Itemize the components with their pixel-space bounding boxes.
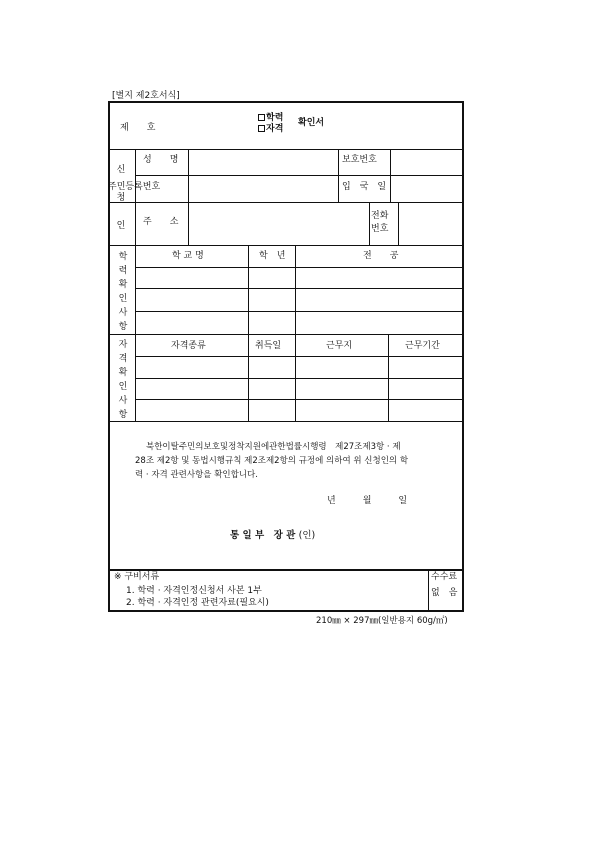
col-divider: [369, 202, 370, 245]
checkbox-education[interactable]: [258, 114, 265, 121]
col-divider: [248, 334, 249, 421]
col-divider: [390, 149, 391, 202]
grade-header: 학 년: [259, 251, 286, 261]
col-divider: [295, 334, 296, 421]
row-divider: [110, 149, 462, 150]
signer-title: 통 일 부 장 관 (인): [230, 530, 316, 541]
col-divider: [188, 202, 189, 245]
confirmation-text: 북한이탈주민의보호및정착지원에관한법률시행령 제27조제3항 · 제 28조 제2항 및 동법시행규칙 제2조제2항의 규정에 의하여 위 신청인의 학 력 · 자격 관련사항을 확인합니다.: [135, 442, 409, 480]
row-divider: [135, 288, 462, 289]
required-documents-title: ※ 구비서류: [114, 572, 160, 582]
row-divider: [110, 202, 462, 203]
qualification-type-header: 자격종류: [171, 341, 206, 351]
col-divider: [248, 245, 249, 334]
phone-label: 전화 번호: [371, 211, 389, 234]
row-divider: [110, 334, 462, 335]
name-label: 성 명: [143, 155, 179, 165]
row-divider: [135, 356, 462, 357]
row-divider: [110, 421, 462, 422]
required-document-item: 1. 학력 · 자격인정신청서 사본 1부: [126, 586, 262, 596]
protection-number-label: 보호번호: [342, 155, 377, 165]
form-number-label: [별지 제2호서식]: [112, 91, 180, 101]
school-name-header: 학 교 명: [172, 251, 204, 261]
work-period-header: 근무기간: [405, 341, 440, 351]
fee-value: 없 음: [431, 588, 458, 598]
education-section-label: 학 력 확 인 사 항: [118, 252, 128, 332]
workplace-header: 근무지: [326, 341, 353, 351]
col-divider: [188, 149, 189, 202]
row-divider: [135, 311, 462, 312]
address-label: 주 소: [143, 217, 179, 227]
paper-size-note: 210㎜ × 297㎜(일반용지 60g/㎡): [316, 616, 448, 626]
entry-date-label: 입 국 일: [342, 182, 387, 192]
qualification-section-label: 자 격 확 인 사 항: [118, 340, 128, 420]
col-divider: [338, 149, 339, 202]
col-divider: [388, 334, 389, 421]
col-divider: [428, 569, 429, 610]
row-divider: [135, 267, 462, 268]
number-label: 제 호: [120, 123, 156, 133]
checkbox-qualification[interactable]: [258, 125, 265, 132]
row-divider: [110, 245, 462, 246]
date-line: 년 월 일: [327, 496, 408, 506]
option-qualification: 자격: [266, 124, 284, 134]
resident-number-label: 주민등록번호: [108, 182, 161, 192]
seal-mark: (인): [298, 530, 316, 541]
fee-label: 수수료: [431, 572, 458, 582]
col-divider: [295, 245, 296, 334]
row-divider: [135, 378, 462, 379]
col-divider: [398, 202, 399, 245]
required-document-item: 2. 학력 · 자격인정 관련자료(필요시): [126, 598, 269, 608]
row-divider: [135, 175, 462, 176]
major-header: 전 공: [363, 251, 399, 261]
acquisition-date-header: 취득일: [255, 341, 282, 351]
form-title: [258, 113, 283, 135]
title-suffix: 확인서: [298, 118, 325, 128]
applicant-section-label: 신 청 인: [116, 165, 126, 231]
option-education: 학력: [266, 113, 284, 123]
row-divider: [135, 399, 462, 400]
row-divider: [110, 569, 462, 571]
